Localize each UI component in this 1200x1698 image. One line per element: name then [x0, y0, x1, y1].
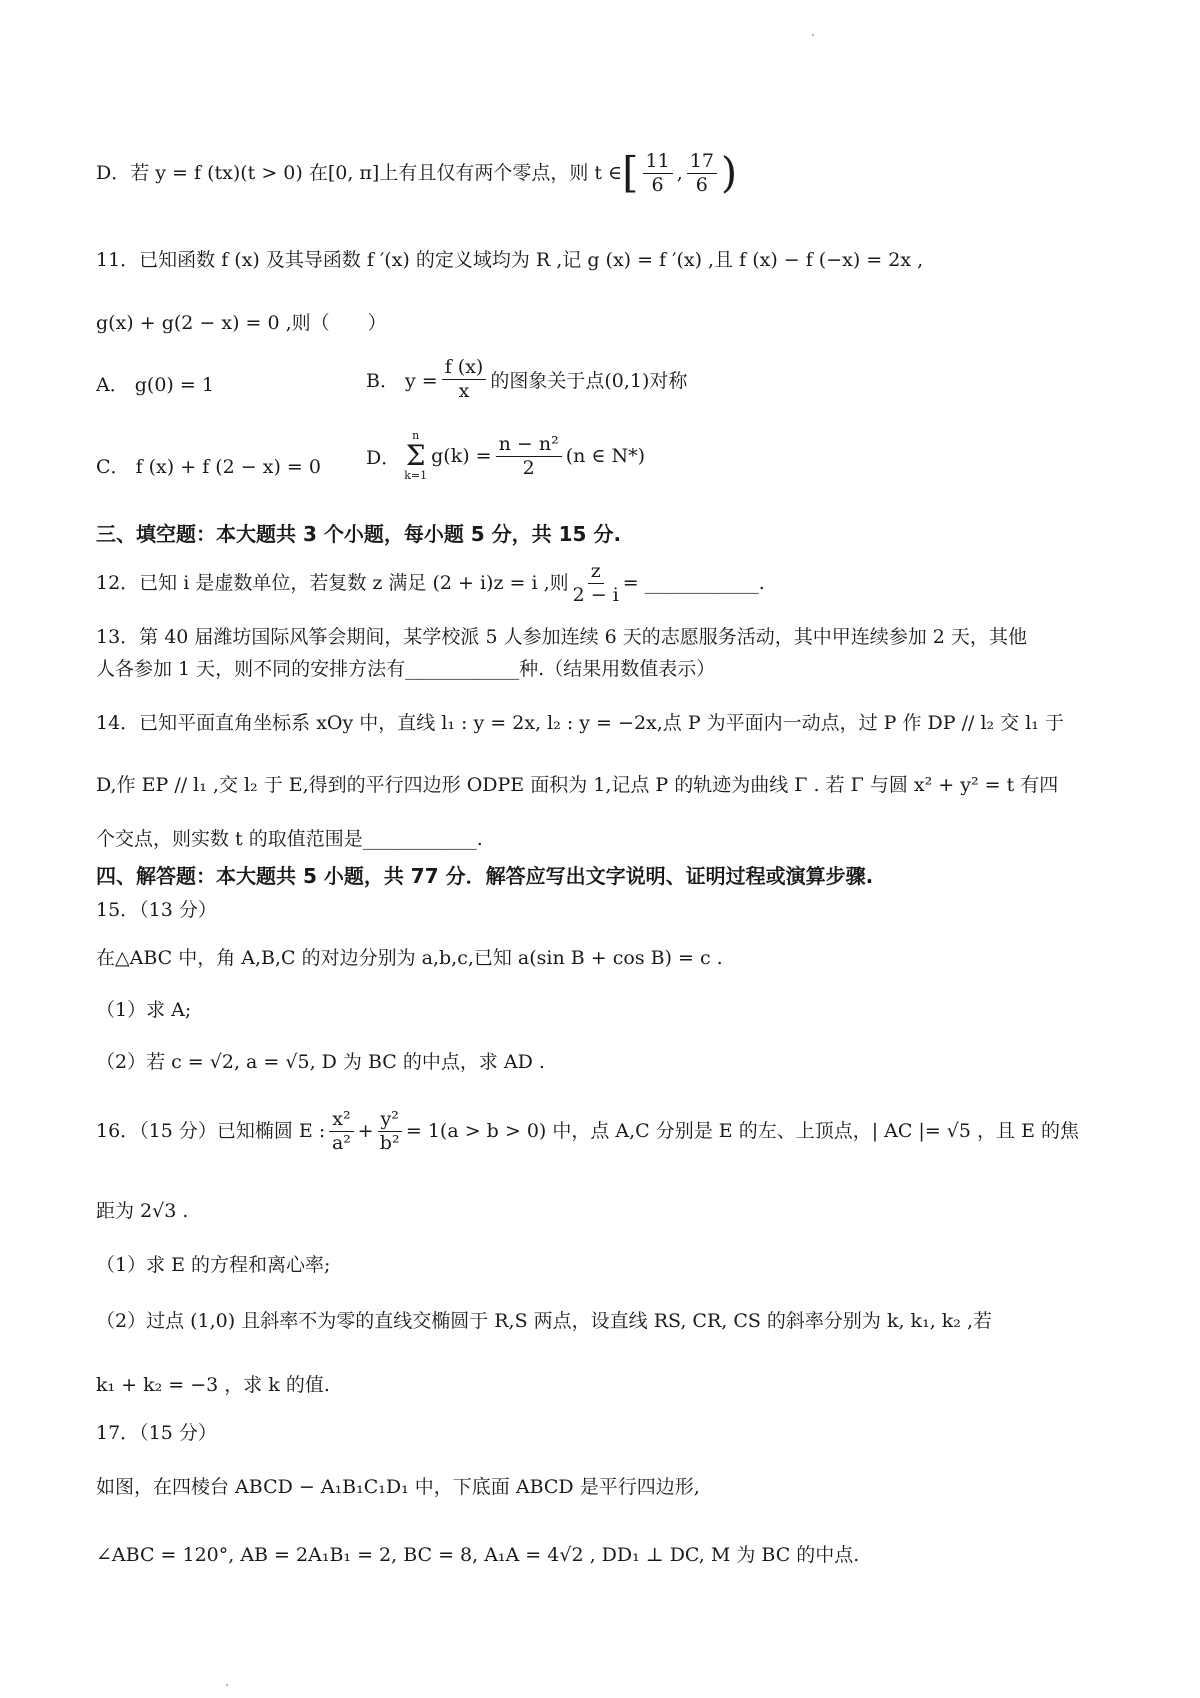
- q17-header: 17．（15 分）: [96, 1422, 217, 1444]
- interval-close-bracket: ): [720, 148, 738, 198]
- q11-line2: g(x) + g(2 − x) = 0 ,则（ ）: [96, 312, 387, 334]
- q16-suffix: = 1(a > b > 0) 中，点 A,C 分别是 E 的左、上顶点，| AC |= √5 ，且 E 的焦: [405, 1120, 1079, 1142]
- q15-header: 15．（13 分）: [96, 899, 217, 921]
- fraction-17-6: [687, 150, 717, 197]
- q10-option-d-text: D．若 y = f (tx)(t > 0) 在[0, π]上有且仅有两个零点，则 t ∈: [96, 162, 623, 184]
- fraction-y2-over-b2: [378, 1108, 402, 1155]
- fraction-numerator: z: [588, 560, 604, 584]
- fraction-denominator: 2: [522, 456, 535, 479]
- q17-line2: ∠ABC = 120°, AB = 2A₁B₁ = 2, BC = 8, A₁A = 4√2 , DD₁ ⊥ DC, M 为 BC 的中点.: [96, 1544, 860, 1566]
- q16-line2: 距为 2√3 .: [96, 1200, 189, 1222]
- q12-suffix: = ____________.: [622, 572, 765, 594]
- q11-option-c: C． f (x) + f (2 − x) = 0: [96, 456, 321, 478]
- q16-line1: [96, 1108, 1120, 1155]
- plus-sign: +: [357, 1120, 374, 1142]
- q16-part1: （1）求 E 的方程和离心率;: [96, 1254, 331, 1276]
- option-b-prefix: B． y =: [366, 369, 438, 392]
- fraction-numerator: n − n²: [496, 433, 562, 457]
- fraction-denominator: 6: [695, 173, 708, 196]
- scan-speck-top: [812, 34, 814, 36]
- q15-part1: （1）求 A;: [96, 999, 192, 1021]
- q13-line2: 人各参加 1 天，则不同的安排方法有____________种.（结果用数值表示）: [96, 658, 716, 680]
- sum-lower-limit: k=1: [404, 469, 428, 483]
- option-d-middle: g(k) =: [431, 445, 492, 468]
- option-d-suffix: (n ∈ N*): [565, 445, 646, 468]
- option-d-prefix: D．: [366, 446, 401, 469]
- q13-line1: 13．第 40 届潍坊国际风筝会期间，某学校派 5 人参加连续 6 天的志愿服务活动，其中甲连续参加 2 天，其他: [96, 626, 1027, 648]
- fraction-11-6: [643, 150, 673, 197]
- q15-line1: 在△ABC 中，角 A,B,C 的对边分别为 a,b,c,已知 a(sin B + cos B) = c .: [96, 947, 723, 969]
- fraction-numerator: f (x): [442, 356, 487, 380]
- q10-option-d: [96, 150, 1120, 197]
- q14-line2: D,作 EP // l₁ ,交 l₂ 于 E,得到的平行四边形 ODPE 面积为 1,记点 P 的轨迹为曲线 Γ . 若 Γ 与圆 x² + y² = t 有四: [96, 774, 1059, 796]
- fraction-numerator: y²: [378, 1108, 402, 1132]
- fraction-n-minus-n2-over-2: [496, 433, 562, 480]
- interval-comma: ,: [676, 162, 683, 184]
- sum-upper-limit: n: [412, 429, 420, 442]
- q11-option-b: [366, 356, 687, 403]
- summation-symbol: [404, 430, 427, 482]
- fraction-denominator: 6: [651, 173, 664, 196]
- fraction-numerator: 17: [687, 150, 717, 174]
- sigma-icon: Σ: [405, 439, 426, 473]
- interval-open-bracket: [: [622, 148, 639, 198]
- q11-line1: 11．已知函数 f (x) 及其导函数 f ′(x) 的定义域均为 R ,记 g (x) = f ′(x) ,且 f (x) − f (−x) = 2x ,: [96, 249, 924, 271]
- fraction-fx-over-x: [442, 356, 487, 403]
- q14-line1: 14．已知平面直角坐标系 xOy 中，直线 l₁ : y = 2x, l₂ : y = −2x,点 P 为平面内一动点，过 P 作 DP // l₂ 交 l₁ 于: [96, 712, 1064, 734]
- fraction-denominator: x: [458, 379, 470, 402]
- scan-speck-bottom: [226, 1684, 228, 1686]
- q11-option-d: [366, 430, 645, 482]
- q11-option-a: A． g(0) = 1: [96, 374, 214, 396]
- fraction-denominator: a²: [331, 1131, 351, 1154]
- fraction-denominator: 2 − i: [572, 583, 619, 606]
- q15-part2: （2）若 c = √2, a = √5, D 为 BC 的中点，求 AD .: [96, 1051, 545, 1073]
- fraction-numerator: x²: [329, 1108, 353, 1132]
- fraction-x2-over-a2: [329, 1108, 353, 1155]
- q12-prefix: 12．已知 i 是虚数单位，若复数 z 满足 (2 + i)z = i ,则: [96, 572, 569, 594]
- section-4-heading: 四、解答题：本大题共 5 小题，共 77 分．解答应写出文字说明、证明过程或演算步骤.: [96, 864, 874, 888]
- q16-part2: （2）过点 (1,0) 且斜率不为零的直线交椭圆于 R,S 两点，设直线 RS, CR, CS 的斜率分别为 k, k₁, k₂ ,若: [96, 1310, 992, 1332]
- q17-line1: 如图，在四棱台 ABCD − A₁B₁C₁D₁ 中，下底面 ABCD 是平行四边形,: [96, 1476, 700, 1498]
- q16-part2b: k₁ + k₂ = −3 ，求 k 的值.: [96, 1374, 330, 1396]
- q14-line3: 个交点，则实数 t 的取值范围是____________.: [96, 828, 483, 850]
- q10-interval: [622, 150, 737, 197]
- fraction-z-over-2-minus-i: [573, 560, 619, 607]
- section-3-heading: 三、填空题：本大题共 3 个小题，每小题 5 分，共 15 分.: [96, 522, 622, 546]
- option-b-suffix: 的图象关于点(0,1)对称: [490, 369, 688, 392]
- q12: [96, 560, 1120, 607]
- fraction-denominator: b²: [379, 1131, 400, 1154]
- fraction-numerator: 11: [643, 150, 673, 174]
- q16-prefix: 16．（15 分）已知椭圆 E :: [96, 1120, 326, 1142]
